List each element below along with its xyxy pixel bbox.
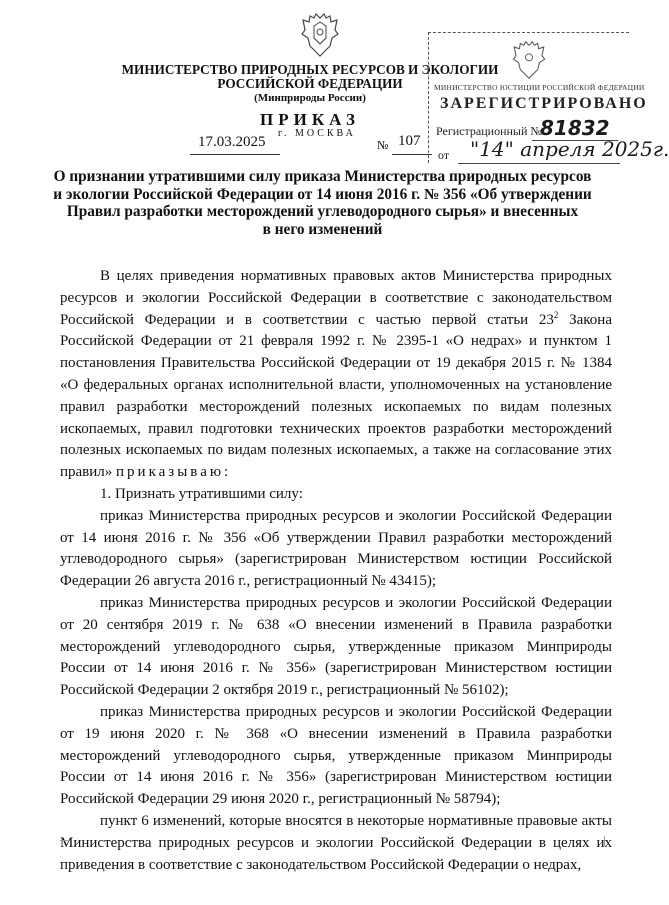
number-underline <box>392 154 432 155</box>
stamp-registered-label: ЗАРЕГИСТРИРОВАНО <box>440 95 648 112</box>
stamp-date-label: от <box>438 148 450 162</box>
preamble-text: В целях приведения нормативных правовых актов Министерства природных ресурсов и экологии Российской Федерации в соответствие с законодательством Российской Федерации и в соответствии с частью первой статьи 23 <box>60 268 612 328</box>
ministry-name-line2: РОССИЙСКОЙ ФЕДЕРАЦИИ <box>217 76 403 91</box>
document-number: 107 <box>398 133 421 149</box>
stamp-ministry: МИНИСТЕРСТВО ЮСТИЦИИ РОССИЙСКОЙ ФЕДЕРАЦИИ <box>434 83 645 92</box>
title-line: в него изменений <box>262 220 383 238</box>
number-sign: № <box>377 138 389 152</box>
repealed-act-paragraph: пункт 6 изменений, которые вносятся в некоторые нормативные правовые акты Министерства природных ресурсов и экологии Российской Федерации в целях их приведения в соответствие с законодательством Российской Федерации о недрах, <box>60 812 612 873</box>
state-emblem-icon <box>300 12 340 58</box>
repealed-act-paragraph: приказ Министерства природных ресурсов и экологии Российской Федерации от 19 июня 2020 г. № 368 «О внесении изменений в Правила разработки месторождений углеводородного сырья, утвержденные приказом Минприроды России от 14 июня 2016 г. № 356» (зарегистрирован Министерством юстиции Российской Федерации 29 июня 2020 г., регистрационный № 58794); <box>60 703 612 808</box>
preamble-text-continued: Закона Российской Федерации от 21 февраля 1992 г. № 2395-1 «О недрах» и пунктом 1 постановления Правительства Российской Федерации от 19 декабря 2015 г. № 1384 «О федеральных органах исполнительной власти, уполномоченных на установление правил разработки месторождений полезных ископаемых по видам полезных ископаемых, правил подготовки технических проектов разработки месторождений полезных ископаемых по видам полезных ископаемых, а также на согласование этих правил» <box>60 311 612 481</box>
article-superscript: 2 <box>553 309 559 320</box>
repealed-act-paragraph: приказ Министерства природных ресурсов и экологии Российской Федерации от 20 сентября 2019 г. № 638 «О внесении изменений в Правила разработки месторождений углеводородного сырья, утвержденные приказом Минприроды России от 14 июня 2016 г. № 356» (зарегистрирован Министерством юстиции Российской Федерации 2 октября 2019 г., регистрационный № 56102); <box>60 594 612 699</box>
order-word: приказываю: <box>116 464 232 481</box>
preamble-paragraph <box>60 266 612 484</box>
footer-mark <box>60 840 68 841</box>
document-title <box>50 168 595 238</box>
stamp-emblem-icon <box>510 40 548 80</box>
title-line: О признании утратившими силу приказа Министерства природных ресурсов <box>53 168 592 185</box>
document-body <box>60 266 612 876</box>
clause-paragraph: 1. Признать утратившими силу: <box>100 485 303 502</box>
document-date: 17.03.2025 <box>198 134 266 150</box>
stamp-regnum-value: 81832 <box>540 116 610 140</box>
date-underline <box>190 154 280 155</box>
title-line: Правил разработки месторождений углеводородного сырья» и внесенных <box>66 203 579 220</box>
ministry-name-line1: МИНИСТЕРСТВО ПРИРОДНЫХ РЕСУРСОВ И ЭКОЛОГИИ <box>121 62 499 77</box>
ministry-short-name: (Минприроды России) <box>254 92 366 104</box>
stamp-date-underline <box>458 163 620 164</box>
document-type: ПРИКАЗ <box>260 110 360 129</box>
repealed-act-paragraph: приказ Министерства природных ресурсов и экологии Российской Федерации от 14 июня 2016 г. № 356 «Об утверждении Правил разработки месторождений углеводородного сырья» (зарегистрирован Министерством юстиции Российской Федерации 26 августа 2016 г., регистрационный № 43415); <box>60 507 612 590</box>
title-line: и экологии Российской Федерации от 14 июня 2016 г. № 356 «Об утверждении <box>53 185 592 203</box>
stamp-regnum-label: Регистрационный № <box>436 124 542 138</box>
stamp-date-value: "14" апреля 2025г. <box>470 137 669 161</box>
footer-mark <box>604 836 606 846</box>
document-city: г. МОСКВА <box>278 128 356 139</box>
